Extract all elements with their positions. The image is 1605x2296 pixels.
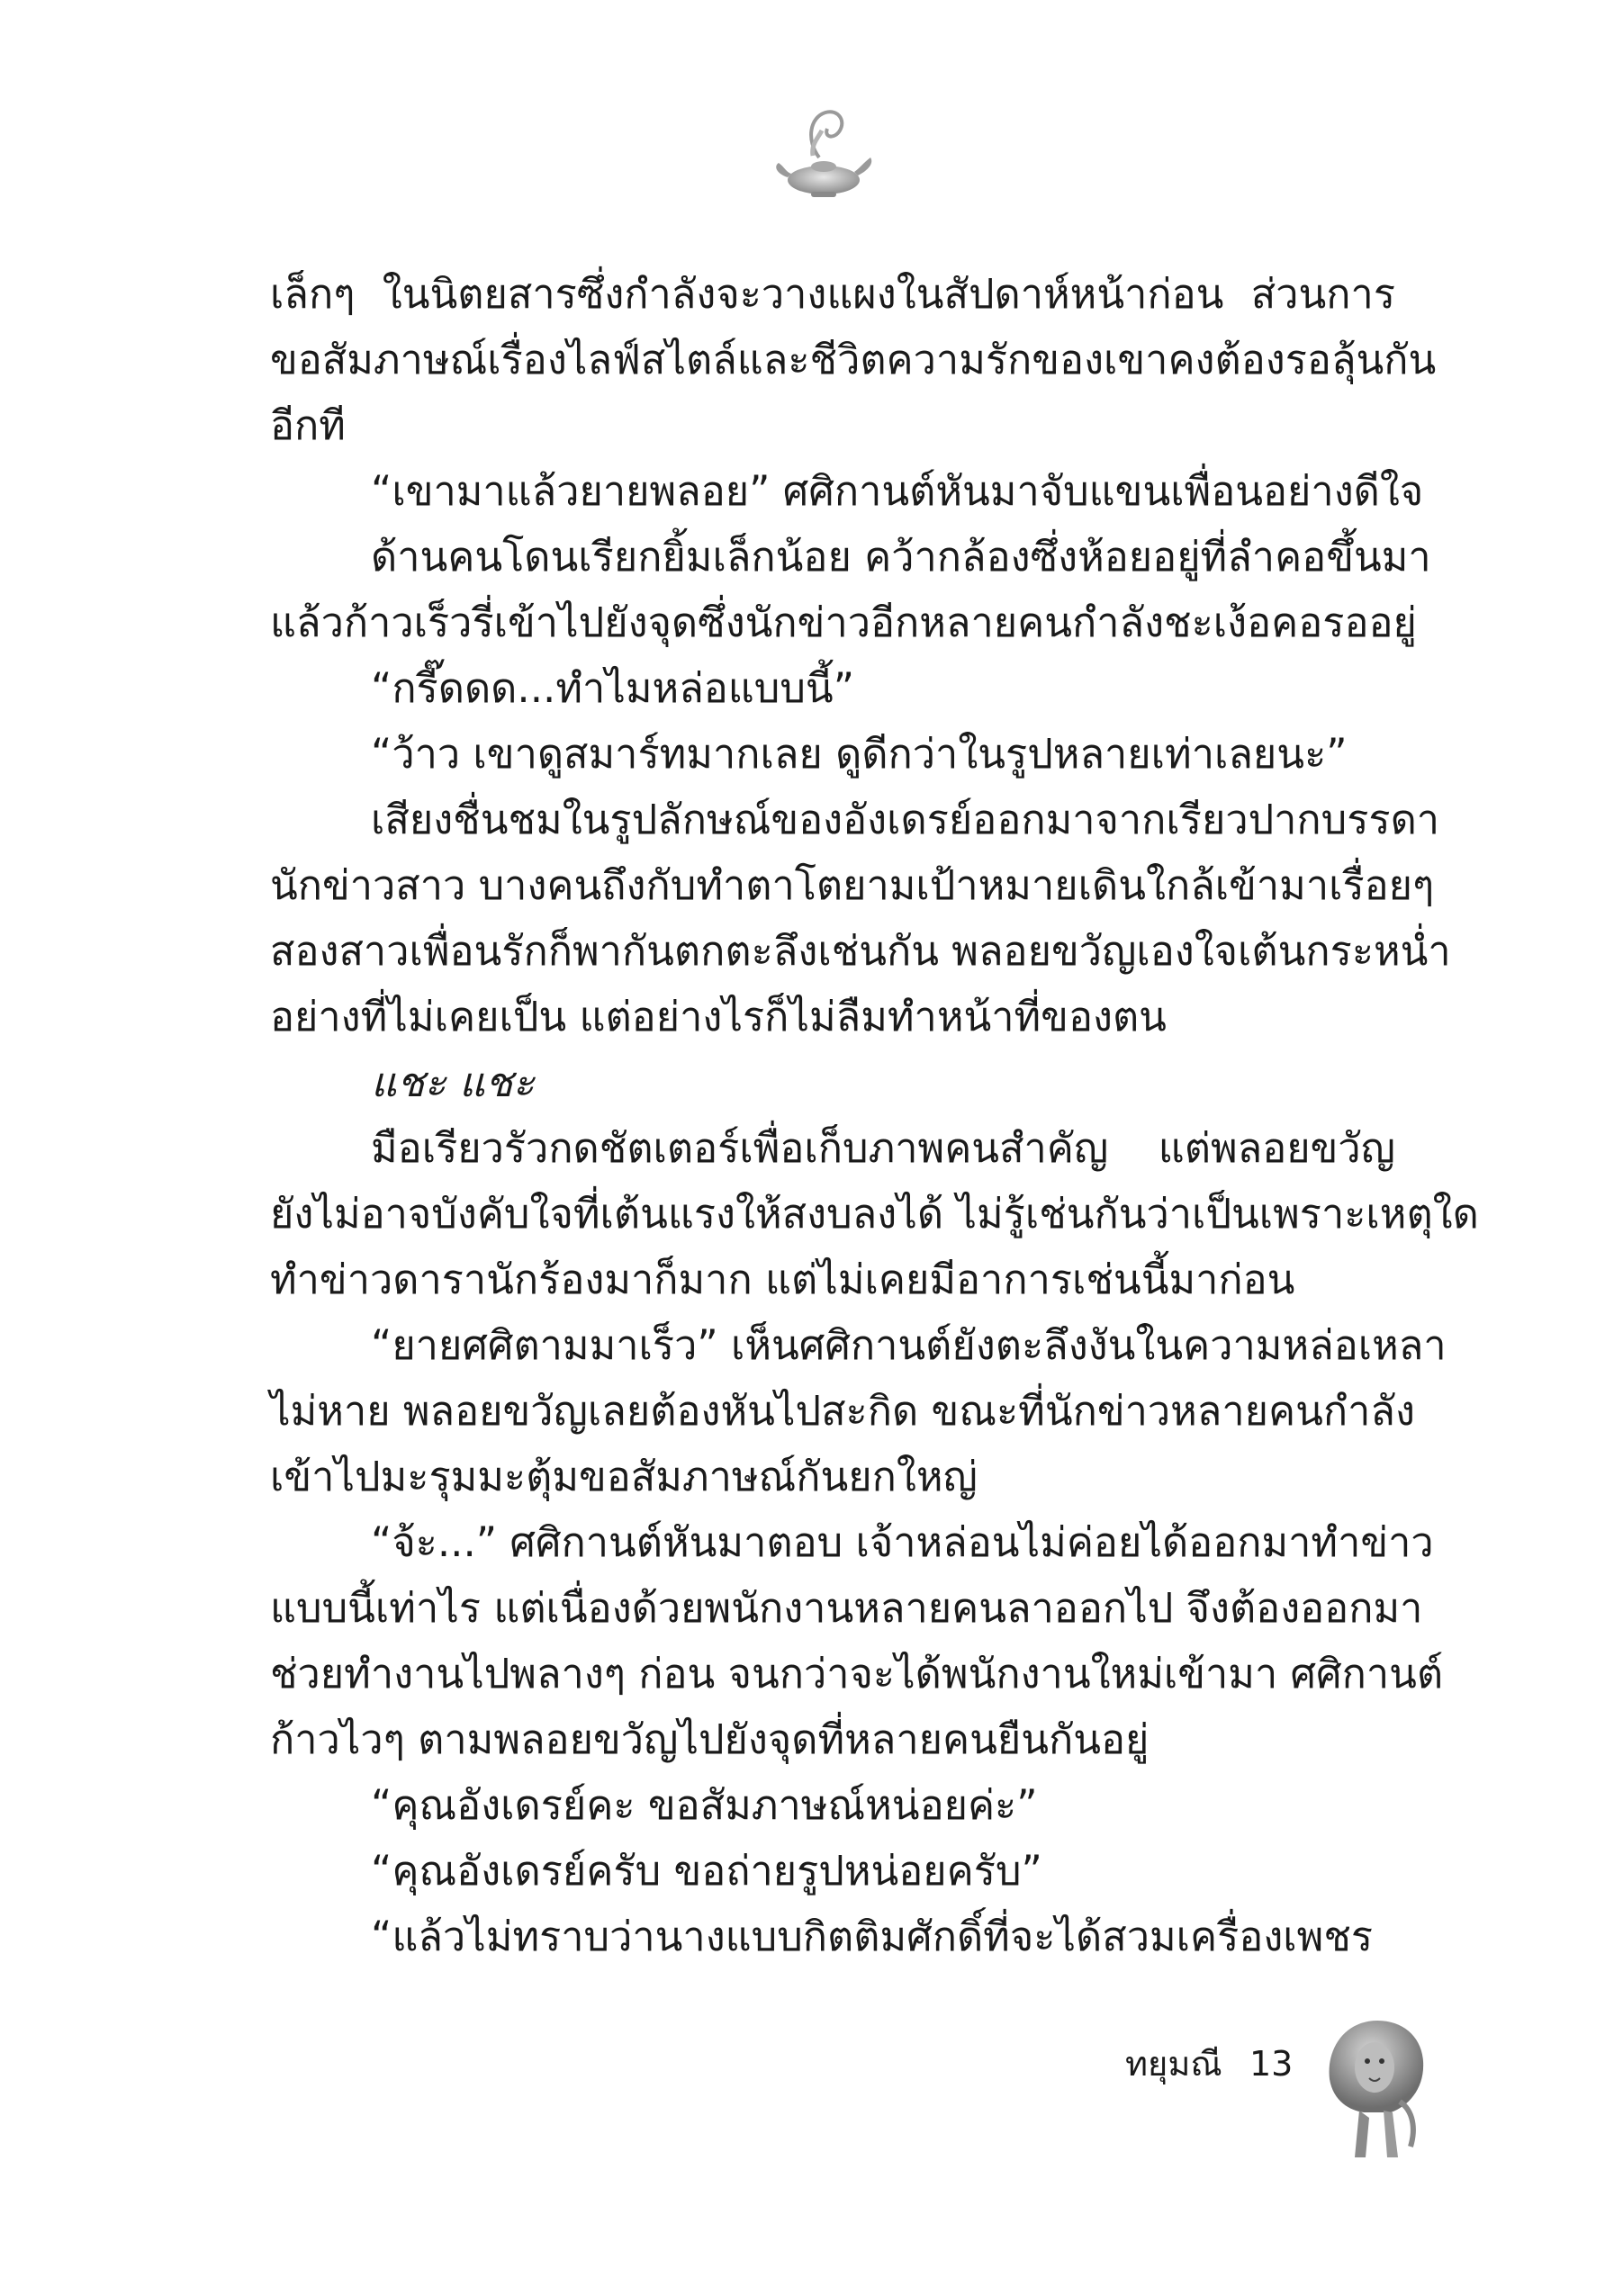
text-line: ขอสัมภาษณ์เรื่องไลฟ์สไตล์และชีวิตความรักของเขาคงต้องรอลุ้นกัน [270,336,1437,383]
text-line: แบบนี้เท่าไร แต่เนื่องด้วยพนักงานหลายคนลาออกไป จึงต้องออกมา [270,1584,1423,1632]
body-text [270,261,1479,1969]
text-line: มือเรียวรัวกดชัตเตอร์เพื่อเก็บภาพคนสำคัญ แต่พลอยขวัญ [371,1124,1395,1172]
book-title: ทยุมณี [1125,2044,1222,2084]
text-line: แชะ แชะ [371,1058,535,1106]
text-line: “ว้าว เขาดูสมาร์ทมากเลย ดูดีกว่าในรูปหลายเท่าเลยนะ” [371,730,1348,778]
text-line: นักข่าวสาว บางคนถึงกับทำตาโตยามเป้าหมายเดินใกล้เข้ามาเรื่อยๆ [270,861,1435,909]
text-line: แล้วก้าวเร็วรี่เข้าไปยังจุดซึ่งนักข่าวอีกหลายคนกำลังชะเง้อคอรออยู่ [270,599,1417,646]
text-line: “เขามาแล้วยายพลอย” ศศิกานต์หันมาจับแขนเพื่อนอย่างดีใจ [371,467,1424,515]
text-line: “กรี๊ดดด...ทำไมหล่อแบบนี้” [371,664,855,712]
text-line: เสียงชื่นชมในรูปลักษณ์ของอังเดรย์ออกมาจากเรียวปากบรรดา [371,796,1440,843]
text-line: “คุณอังเดรย์ครับ ขอถ่ายรูปหน่อยครับ” [371,1847,1042,1895]
text-line: อย่างที่ไม่เคยเป็น แต่อย่างไรก็ไม่ลืมทำหน้าที่ของตน [270,993,1167,1040]
text-line: “จ้ะ...” ศศิกานต์หันมาตอบ เจ้าหล่อนไม่ค่อยได้ออกมาทำข่าว [371,1518,1434,1566]
text-line: ช่วยทำงานไปพลางๆ ก่อน จนกว่าจะได้พนักงานใหม่เข้ามา ศศิกานต์ [270,1650,1444,1697]
text-line: ยังไม่อาจบังคับใจที่เต้นแรงให้สงบลงได้ ไม่รู้เช่นกันว่าเป็นเพราะเหตุใด [270,1190,1479,1238]
text-line: “คุณอังเดรย์คะ ขอสัมภาษณ์หน่อยค่ะ” [371,1781,1038,1829]
text-line: “ยายศศิตามมาเร็ว” เห็นศศิกานต์ยังตะลึงงันในความหล่อเหลา [371,1321,1447,1369]
text-line: สองสาวเพื่อนรักก็พากันตกตะลึงเช่นกัน พลอยขวัญเองใจเต้นกระหน่ำ [270,927,1451,975]
text-line: อีกที [270,401,346,449]
text-line: “แล้วไม่ทราบว่านางแบบกิตติมศักดิ์ที่จะได้สวมเครื่องเพชร [371,1913,1374,1960]
text-line: ไม่หาย พลอยขวัญเลยต้องหันไปสะกิด ขณะที่นักข่าวหลายคนกำลัง [270,1387,1415,1435]
page-number: 13 [1249,2044,1294,2084]
genie-lamp-icon [770,104,878,212]
text-line: ก้าวไวๆ ตามพลอยขวัญไปยังจุดที่หลายคนยืนกันอยู่ [270,1715,1150,1763]
text-line: ทำข่าวดารานักร้องมาก็มาก แต่ไม่เคยมีอาการเช่นนี้มาก่อน [270,1256,1295,1303]
text-line: ด้านคนโดนเรียกยิ้มเล็กน้อย คว้ากล้องซึ่งห้อยอยู่ที่ลำคอขึ้นมา [371,533,1431,581]
text-line: เข้าไปมะรุมมะตุ้มขอสัมภาษณ์กันยกใหญ่ [270,1453,978,1500]
text-line: เล็กๆ ในนิตยสารซึ่งกำลังจะวางแผงในสัปดาห์หน้าก่อน ส่วนการ [270,270,1395,318]
lion-icon [1310,2012,1445,2165]
